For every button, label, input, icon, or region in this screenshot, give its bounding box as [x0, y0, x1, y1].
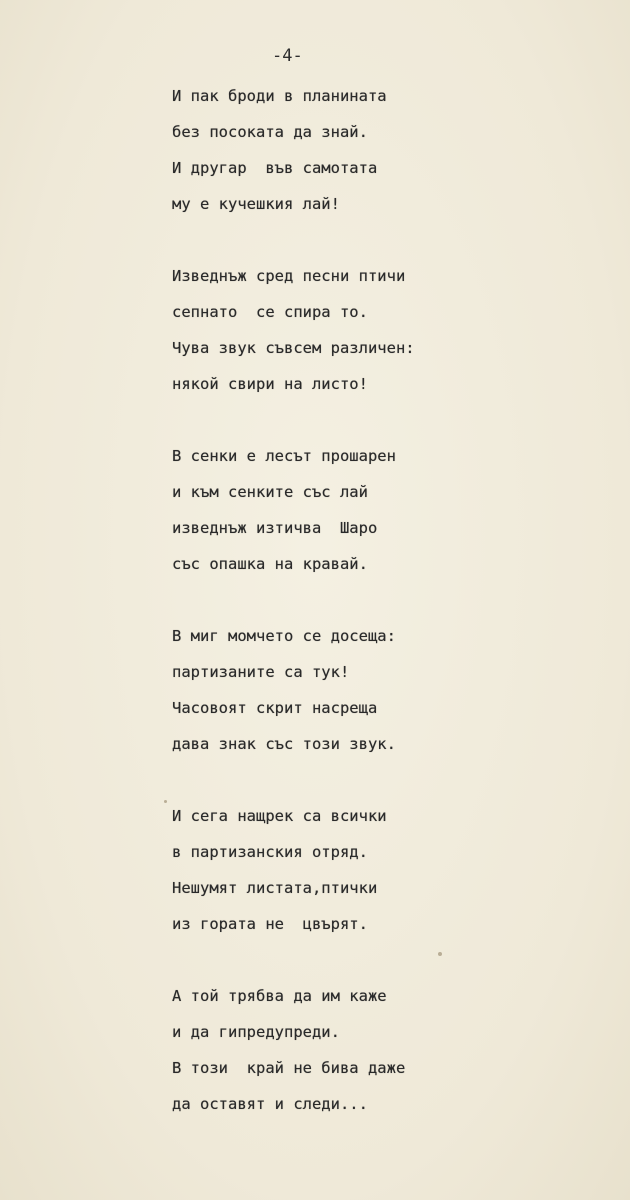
poem-line: И сега нащрек са всички: [172, 807, 387, 825]
poem-line: В този край не бива даже: [172, 1059, 406, 1077]
poem-line: и към сенките със лай: [172, 483, 368, 501]
poem-line: в партизанския отряд.: [172, 843, 368, 861]
poem-line: И пак броди в планината: [172, 87, 387, 105]
poem-line: Чува звук съвсем различен:: [172, 339, 415, 357]
stanza-4: [172, 622, 612, 766]
stanza-3: [172, 442, 612, 586]
poem-line: някой свири на листо!: [172, 375, 368, 393]
poem-line: Часовоят скрит насреща: [172, 699, 378, 717]
poem-line: Изведнъж сред песни птичи: [172, 267, 406, 285]
paper-speck: [164, 800, 167, 803]
poem-line: В сенки е лесът прошарен: [172, 447, 396, 465]
poem-line: изведнъж изтичва Шаро: [172, 519, 378, 537]
poem-line: А той трябва да им каже: [172, 987, 387, 1005]
poem-line: му е кучешкия лай!: [172, 195, 340, 213]
poem-line: из гората не цвърят.: [172, 915, 368, 933]
poem: [172, 82, 612, 1162]
poem-line: и да гипредупреди.: [172, 1023, 340, 1041]
poem-line: със опашка на кравай.: [172, 555, 368, 573]
stanza-2: [172, 262, 612, 406]
poem-line: В миг момчето се досеща:: [172, 627, 396, 645]
poem-line: дава знак със този звук.: [172, 735, 396, 753]
stanza-5: [172, 802, 612, 946]
paper-speck: [438, 952, 442, 956]
poem-line: да оставят и следи...: [172, 1095, 368, 1113]
poem-line: сепнато се спира то.: [172, 303, 368, 321]
page-number: -4-: [272, 46, 303, 66]
poem-line: Нешумят листата,птички: [172, 879, 378, 897]
stanza-1: [172, 82, 612, 226]
poem-line: без посоката да знай.: [172, 123, 368, 141]
stanza-6: [172, 982, 612, 1126]
poem-line: партизаните са тук!: [172, 663, 350, 681]
poem-line: И другар във самотата: [172, 159, 378, 177]
